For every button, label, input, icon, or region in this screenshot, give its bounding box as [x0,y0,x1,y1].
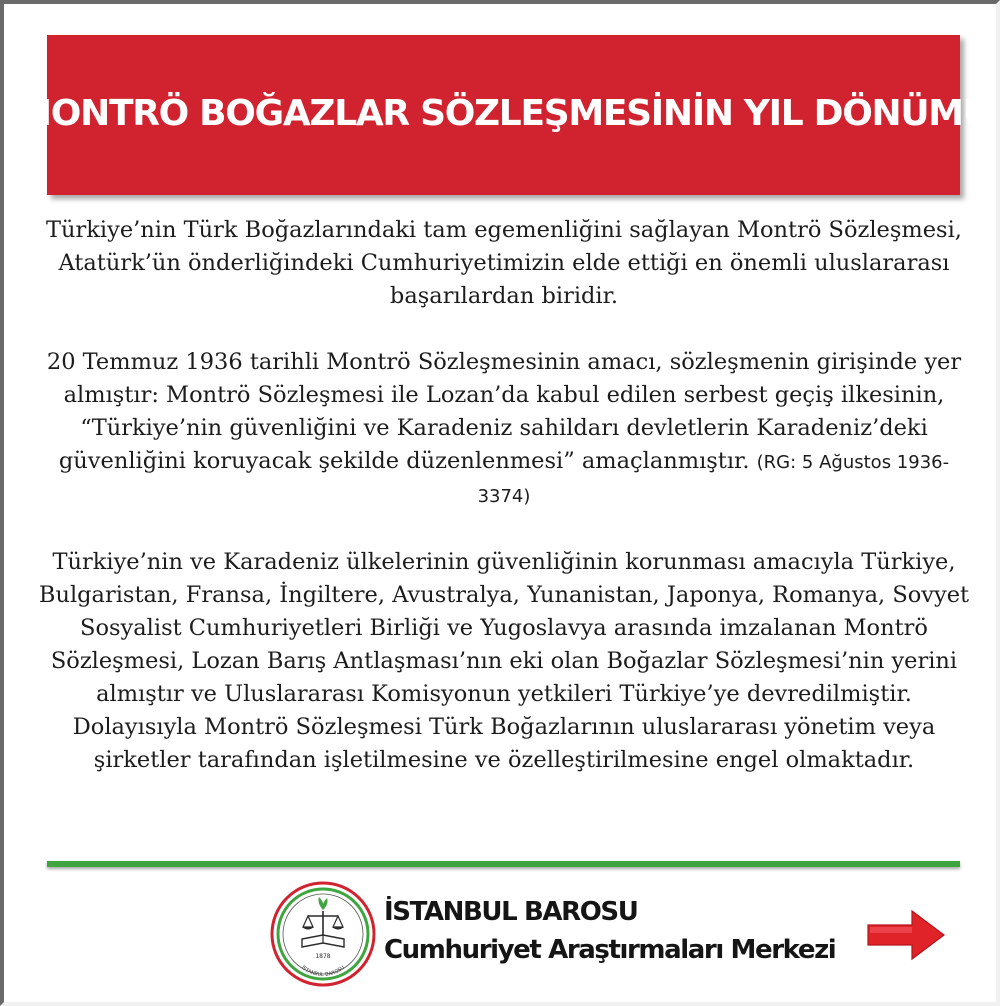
arrow-right-icon[interactable] [866,909,946,961]
organization-block [384,894,835,970]
title-banner [16,35,991,195]
paragraph-signatories: Türkiye’nin ve Karadeniz ülkelerinin güvenliğinin korunması amacıyla Türkiye, Bulgaristan, Fransa, İngiltere, Avustralya, Yunanistan, Japonya, Romanya, Sovyet Sosyalist Cumhuriyetleri Birliği ve Yugoslavya arasında imzalanan Montrö Sözleşmesi, Lozan Barış Antlaşması’nın eki olan Boğazlar Sözleşmesi’nin yerini almıştır ve Uluslararası Komisyonun yetkileri Türkiye’ye devredilmiştir. Dolayısıyla Montrö Sözleşmesi Türk Boğazlarının uluslararası yönetim veya şirketler tarafından işletilmesine ve özelleştirilmesine engel olmaktadır. [38,549,970,773]
organization-unit: Cumhuriyet Araştırmaları Merkezi [384,935,836,965]
logo-year: 1878 [315,953,331,960]
istanbul-barosu-logo-icon [270,881,376,987]
paragraph-intro: Türkiye’nin Türk Boğazlarındaki tam egemenliğini sağlayan Montrö Sözleşmesi, Atatürk’ün önderliğindeki Cumhuriyetimizin elde ettiği en önemli uluslararası başarılardan biridir. [46,217,962,309]
article-body [34,214,974,777]
green-divider [47,861,960,867]
paragraph-purpose-text: 20 Temmuz 1936 tarihli Montrö Sözleşmesinin amacı, sözleşmenin girişinde yer almıştır: Montrö Sözleşmesi ile Lozan’da kabul edilen serbest geçiş ilkesinin, “Türkiye’nin güvenliğini ve Karadeniz sahildarı devletlerin Karadeniz’deki güvenliğini koruyacak şekilde düzenlenmesi” amaçlanmıştır. [46,349,962,474]
gazette-reference: (RG: 5 Ağustos 1936-3374) [477,452,950,507]
paragraph-purpose [34,346,974,513]
logo-ring-text: İSTANBUL BAROSU [300,964,346,979]
organization-name: İSTANBUL BAROSU [384,897,638,927]
page-title: MONTRÖ BOĞAZLAR SÖZLEŞMESİNİN YIL DÖNÜMÜ [16,92,991,134]
